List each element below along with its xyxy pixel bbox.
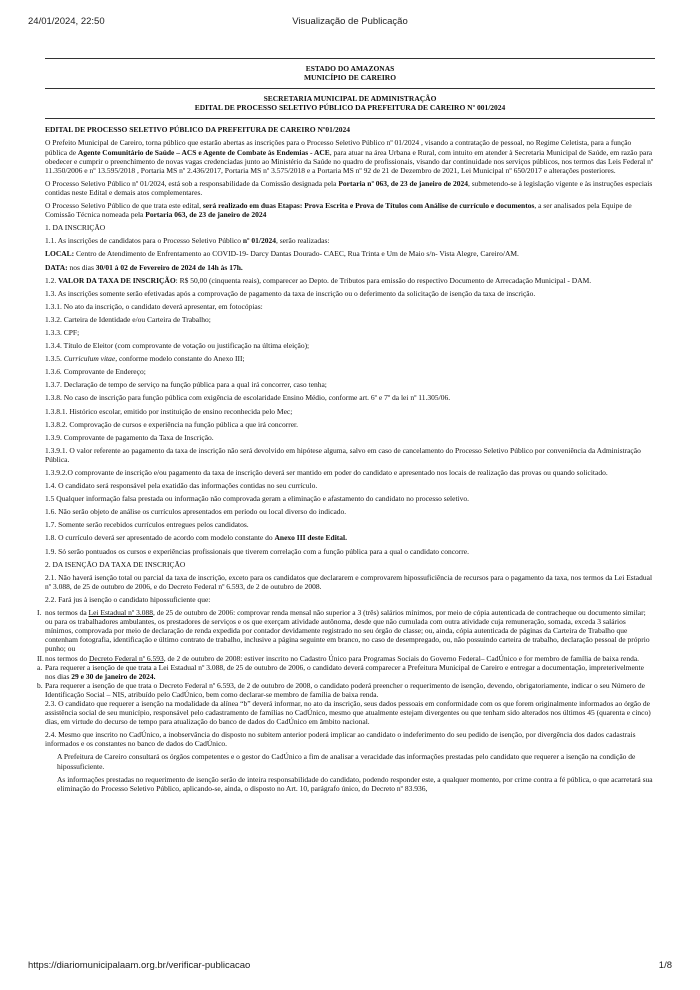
item-1-3-4: 1.3.4. Título de Eleitor (com comprovante de votação ou justificação na última eleição); bbox=[45, 341, 310, 351]
item-2-3: 2.3. O candidato que requerer a isenção na modalidade da alínea “b” deverá informar, no ato da inscrição, seus dados pessoais em conformidade com os que forem originalmente informados ao órgão de assistência social de seu município, responsável pelo cadastramento de famílias no CadÚnico, mesmo que atualmente estejam divergentes ou que tenham sido alterados nos últimos 45 (quarenta e cinco) dias, em virtude do decurso de tempo para atualização do banco de dados do CadÚnico em âmbito nacional. bbox=[45, 698, 651, 727]
intro-paragraph-1: O Prefeito Municipal de Careiro, torna público que estarão abertas as inscrições para o Processo Seletivo Público nº 01/2024 , visando a contratação de pessoal, no Regime Celetista, para a função pública de Agente Comunitário de Saúde – ACS e Agente de Combate às Endemias - ACE, para atuar na área Urbana e Rural, com intuito em atender à Secretaria Municipal de Saúde, em razão para obedecer e cumprir o preenchimento de novas vagas credenciadas junto ao Ministério da Saúde no quadro de profissionais, visando dar continuidade nos serviços públicos, nos termos das Leis Federal nº 11.350/2006 e nº 13.595/2018 , Portaria MS nº 2.436/2017, Portaria MS nº 3.575/2018 e a Portaria MS nº 92 de 21 de Dezembro de 2021, Lei Municipal nº 650/2017 e alterações posteriores. bbox=[45, 138, 654, 175]
section-1-title: 1. DA INSCRIÇÃO bbox=[45, 223, 106, 233]
item-1-3: 1.3. As inscrições somente serão efetivadas após a comprovação de pagamento da taxa de inscrição ou o deferimento da solicitação de isenção da taxa de inscrição. bbox=[45, 288, 536, 298]
item-1-3-7: 1.3.7. Declaração de tempo de serviço na função pública para a qual irá concorrer, caso tenha; bbox=[45, 380, 327, 390]
item-1-3-9-1: 1.3.9.1. O valor referente ao pagamento da taxa de inscrição não será devolvido em hipótese alguma, salvo em caso de cancelamento do Processo Seletivo Público por conveniência da Administração Pública. bbox=[45, 445, 641, 464]
list-item-I: I. nos termos da Lei Estadual nº 3.088, de 25 de outubro de 2006: comprovar renda mensal não superior a 3 (três) salários mínimos, por meio de cópia autenticada de contracheque ou documento similar; ou para os trabalhadores ambulantes, os prestadores de serviços e os que exerçam atividade autônoma, desde que não cumulada com outra atividade cuja remuneração, somada, exceda 3 salários mínimos, comprovada por meio de declaração de renda expedida por contador devidamente registrado no seu órgão de classe; ou, ainda, cópia autenticada de páginas da Carteira de Trabalho que contenham fotografia, identificação e último contrato de trabalho, inclusive a página seguinte em branco, no caso de desempregado, ou, não possuindo carteira de trabalho, declaração pessoal de próprio punho; ou bbox=[37, 608, 650, 654]
edital-line: EDITAL DE PROCESSO SELETIVO PÚBLICO DA PREFEITURA DE CAREIRO Nº 001/2024 bbox=[194, 103, 506, 113]
item-2-6: As informações prestadas no requerimento de isenção serão de inteira responsabilidade do candidato, podendo responder este, a qualquer momento, por crime contra a fé pública, o que acarretará sua eliminação do Processo Seletivo Público, aplicando-se, ainda, o disposto no Art. 10, parágrafo único, do Decreto nº 83.936, bbox=[57, 774, 653, 793]
item-2-2: 2.2. Fará jus à isenção o candidato hipossuficiente que: bbox=[45, 594, 211, 604]
browser-print-footer bbox=[28, 960, 672, 974]
item-1-3-5: 1.3.5. Curriculum vitae, conforme modelo constante do Anexo III; bbox=[45, 354, 245, 364]
item-1-6: 1.6. Não serão objeto de análise os currículos apresentados em período ou local diverso do indicado. bbox=[45, 507, 347, 517]
local-line: LOCAL: Centro de Atendimento de Enfrentamento ao COVID-19- Darcy Dantas Dourado- CAEC, Rua Trinta e Um de Maio s/n- Vista Alegre, Careiro/AM. bbox=[45, 249, 519, 259]
print-datetime: 24/01/2024, 22:50 bbox=[28, 16, 105, 27]
item-1-2: 1.2. VALOR DA TAXA DE INSCRIÇÃO: R$ 50,00 (cinquenta reais), comparecer ao Depto. de Tributos para emissão do respectivo Documento de Arrecadação Municipal - DAM. bbox=[45, 275, 592, 285]
item-1-4: 1.4. O candidato será responsável pela exatidão das informações contidas no seu currículo. bbox=[45, 481, 318, 491]
item-1-3-8-2: 1.3.8.2. Comprovação de cursos e experiência na função pública a que irá concorrer. bbox=[45, 419, 299, 429]
print-page-title: Visualização de Publicação bbox=[292, 16, 408, 27]
item-1-9: 1.9. Só serão pontuados os cursos e experiências profissionais que tiverem correlação com a função pública para a qual o candidato concorre. bbox=[45, 546, 470, 556]
item-1-3-1: 1.3.1. No ato da inscrição, o candidato deverá apresentar, em fotocópias: bbox=[45, 301, 263, 311]
document-body bbox=[37, 58, 655, 963]
header-block bbox=[45, 64, 655, 82]
item-1-3-3: 1.3.3. CPF; bbox=[45, 327, 80, 337]
secretaria-block bbox=[45, 94, 655, 112]
browser-print-header bbox=[28, 16, 672, 30]
section-2-title: 2. DA ISENÇÃO DA TAXA DE INSCRIÇÃO bbox=[45, 559, 186, 569]
item-2-5: A Prefeitura de Careiro consultará os órgãos competentes e o gestor do CadÚnico a fim de analisar a veracidade das informações prestadas pelo candidato que requerer a isenção na condição de hipossuficiente. bbox=[57, 752, 636, 771]
municipality-name: MUNICÍPIO DE CAREIRO bbox=[303, 73, 397, 83]
item-2-1: 2.1. Não haverá isenção total ou parcial da taxa de inscrição, exceto para os candidatos que declararem e comprovarem hipossuficiência de recursos para o pagamento da taxa, nos termos da Lei Estadual nº 3.088, de 25 de outubro de 2006, e do Decreto Federal nº 6.593, de 2 de outubro de 2008. bbox=[45, 572, 653, 591]
intro-paragraph-3: O Processo Seletivo Público de que trata este edital, será realizado em duas Etapas: Prova Escrita e Prova de Títulos com Análise de currículo e documentos, a ser analisados pela Equipe de Comissão Técnica nomeada pela Portaria 063, de 23 de janeiro de 2024 bbox=[45, 201, 632, 220]
item-1-1: 1.1. As inscrições de candidatos para o Processo Seletivo Público nº 01/2024, serão realizadas: bbox=[45, 236, 330, 246]
item-1-3-6: 1.3.6. Comprovante de Endereço; bbox=[45, 367, 146, 377]
item-1-3-2: 1.3.2. Carteira de Identidade e/ou Carteira de Trabalho; bbox=[45, 314, 211, 324]
list-item-b: b. Para requerer a isenção de que trata o Decreto Federal nº 6.593, de 2 de outubro de 2008, o candidato poderá preencher o requerimento de isenção, devendo, obrigatoriamente, indicar o seu Número de Identificação Social – NIS, atribuído pelo CadÚnico, bem como declarar-se membro de família de baixa renda. bbox=[37, 680, 646, 699]
list-item-a: a. Para requerer a isenção de que trata a Lei Estadual nº 3.088, de 25 de outubro de 2006, o candidato deverá comparecer a Prefeitura Municipal de Careiro e entregar a documentação, impreterivelmente nos dias 29 e 30 de janeiro de 2024. bbox=[37, 662, 644, 681]
bottom-rule bbox=[45, 118, 655, 119]
mid-rule bbox=[45, 88, 655, 89]
main-title: EDITAL DE PROCESSO SELETIVO PÚBLICO DA PREFEITURA DE CAREIRO Nº01/2024 bbox=[45, 125, 350, 135]
print-url: https://diariomunicipalaam.org.br/verificar-publicacao bbox=[28, 960, 251, 971]
item-1-3-9: 1.3.9. Comprovante de pagamento da Taxa de Inscrição. bbox=[45, 432, 214, 442]
item-1-3-9-2: 1.3.9.2.O comprovante de inscrição e/ou pagamento da taxa de inscrição deverá ser mantido em poder do candidato e apresentado nos locais de realização das provas ou quando solicitado. bbox=[45, 468, 608, 477]
secretaria-name: SECRETARIA MUNICIPAL DE ADMINISTRAÇÃO bbox=[263, 94, 437, 104]
top-rule bbox=[45, 58, 655, 59]
item-1-5: 1.5 Qualquer informação falsa prestada ou informação não comprovada geram a eliminação e afastamento do candidato no processo seletivo. bbox=[45, 494, 469, 504]
item-2-4: 2.4. Mesmo que inscrito no CadÚnico, a inobservância do disposto no subitem anterior poderá implicar ao candidato o indeferimento do seu pedido de isenção, por divergência dos dados cadastrais informados e os constantes no banco de dados do CadÚnico. bbox=[45, 730, 636, 749]
date-line: DATA: nos dias 30/01 à 02 de Fevereiro de 2024 de 14h às 17h. bbox=[45, 262, 243, 272]
item-1-3-8-1: 1.3.8.1. Histórico escolar, emitido por instituição de ensino reconhecida pelo Mec; bbox=[45, 406, 293, 416]
item-1-7: 1.7. Somente serão recebidos currículos entregues pelos candidatos. bbox=[45, 520, 249, 530]
item-1-3-8: 1.3.8. No caso de inscrição para função pública com exigência de escolaridade Ensino Médio, conforme art. 6º e 7º da lei nº 11.305/06. bbox=[45, 393, 451, 403]
intro-paragraph-2: O Processo Seletivo Público nº 01/2024, está sob a responsabilidade da Comissão designada pela Portaria nº 063, de 23 de janeiro de 2024, submetendo-se à legislação vigente e às instruções especiais contidas neste Edital e demais atos complementares. bbox=[45, 178, 653, 197]
item-1-8: 1.8. O currículo deverá ser apresentado de acordo com modelo constante do Anexo III deste Edital. bbox=[45, 533, 348, 543]
list-item-II: II. nos termos do Decreto Federal nº 6.593, de 2 de outubro de 2008: estiver inscrito no Cadastro Único para Programas Sociais do Governo Federal– CadÚnico e for membro de família de baixa renda. bbox=[37, 653, 640, 663]
print-page-number: 1/8 bbox=[658, 960, 672, 971]
exemption-list bbox=[37, 608, 655, 727]
state-name: ESTADO DO AMAZONAS bbox=[305, 64, 395, 73]
